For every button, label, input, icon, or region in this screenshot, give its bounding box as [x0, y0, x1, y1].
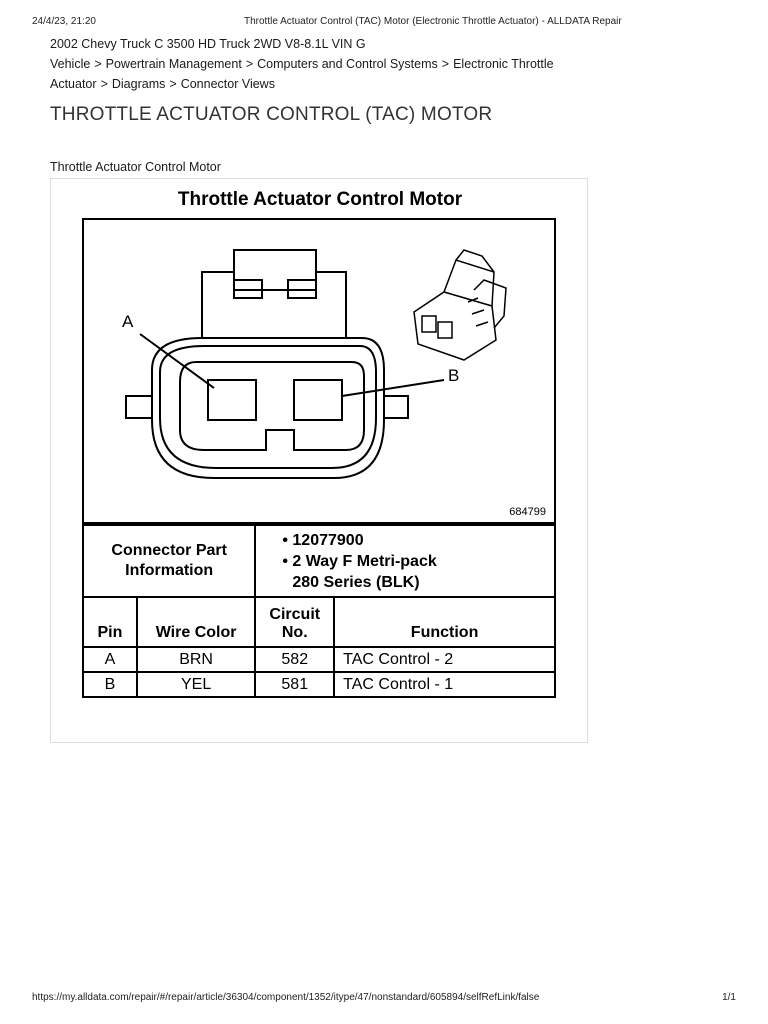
reference-number: 684799: [509, 506, 546, 518]
header-pin: Pin: [83, 597, 137, 647]
header-circuit-line2: No.: [281, 624, 308, 641]
table-row: [83, 647, 555, 672]
table-row: [83, 672, 555, 697]
connector-info-table: [82, 524, 556, 698]
connector-drawing: [84, 220, 554, 522]
print-footer: [32, 992, 736, 1003]
breadcrumb-item-computers[interactable]: Computers and Control Systems: [257, 57, 438, 71]
page-url: https://my.alldata.com/repair/#/repair/article/36304/component/1352/itype/47/nonstandard/605894/selfRefLink/false: [32, 992, 540, 1003]
row-circuit: 581: [255, 672, 334, 697]
side-tab-right: [384, 396, 408, 418]
breadcrumb-separator: >: [169, 77, 177, 91]
connector-series: 280 Series (BLK): [292, 573, 420, 591]
part-number: • 12077900: [282, 531, 364, 549]
cpi-label-line1: Connector Part: [111, 542, 227, 559]
cpi-label-line2: Information: [125, 562, 214, 579]
vehicle-name: 2002 Chevy Truck C 3500 HD Truck 2WD V8-8.1L VIN G: [50, 37, 366, 51]
row-function: TAC Control - 1: [334, 672, 555, 697]
breadcrumb-separator: >: [100, 77, 108, 91]
row-pin: B: [83, 672, 137, 697]
connector-illustration: [82, 218, 556, 524]
header-wire-color: Wire Color: [137, 597, 256, 647]
side-tab-left: [126, 396, 152, 418]
breadcrumb-separator: >: [94, 57, 102, 71]
row-pin: A: [83, 647, 137, 672]
breadcrumb-separator: >: [245, 57, 254, 71]
breadcrumb-item-vehicle[interactable]: Vehicle: [50, 57, 91, 71]
row-wire-color: BRN: [137, 647, 256, 672]
pin-label-b: B: [448, 366, 460, 385]
mating-connector-icon: [414, 250, 506, 360]
row-wire-color: YEL: [137, 672, 256, 697]
diagram-title: Throttle Actuator Control Motor: [177, 189, 463, 210]
page-number: 1/1: [722, 992, 736, 1003]
breadcrumb-item-throttle-actuator[interactable]: Electronic Throttle Actuator: [50, 57, 554, 91]
figure-caption: Throttle Actuator Control Motor: [50, 160, 221, 174]
connector-part-info-row: [83, 525, 555, 597]
connector-part-info-value: [255, 525, 555, 597]
header-circuit: [255, 597, 334, 647]
connector-type: • 2 Way F Metri-pack: [282, 552, 437, 570]
print-date: 24/4/23, 21:20: [32, 16, 96, 27]
terminal-b: [294, 380, 342, 420]
pin-label-a: A: [122, 312, 134, 331]
connector-diagram-figure[interactable]: [50, 178, 588, 743]
breadcrumb-separator: >: [441, 57, 450, 71]
terminal-a: [208, 380, 256, 420]
leader-line-b: [342, 380, 444, 396]
header-circuit-line1: Circuit: [269, 606, 321, 623]
connector-body-outer: [152, 338, 384, 478]
print-page-title: Throttle Actuator Control (TAC) Motor (Electronic Throttle Actuator) - ALLDATA Repair: [244, 16, 622, 27]
connector-part-info-label: [83, 525, 255, 597]
connector-latch: [202, 250, 346, 338]
row-function: TAC Control - 2: [334, 647, 555, 672]
row-circuit: 582: [255, 647, 334, 672]
breadcrumb-item-diagrams[interactable]: Diagrams: [111, 77, 166, 91]
breadcrumb: [50, 54, 730, 94]
table-header-row: [83, 597, 555, 647]
breadcrumb-item-powertrain[interactable]: Powertrain Management: [105, 57, 242, 71]
page-title: THROTTLE ACTUATOR CONTROL (TAC) MOTOR: [50, 104, 493, 125]
header-function: Function: [334, 597, 555, 647]
breadcrumb-item-connector-views[interactable]: Connector Views: [180, 77, 275, 91]
